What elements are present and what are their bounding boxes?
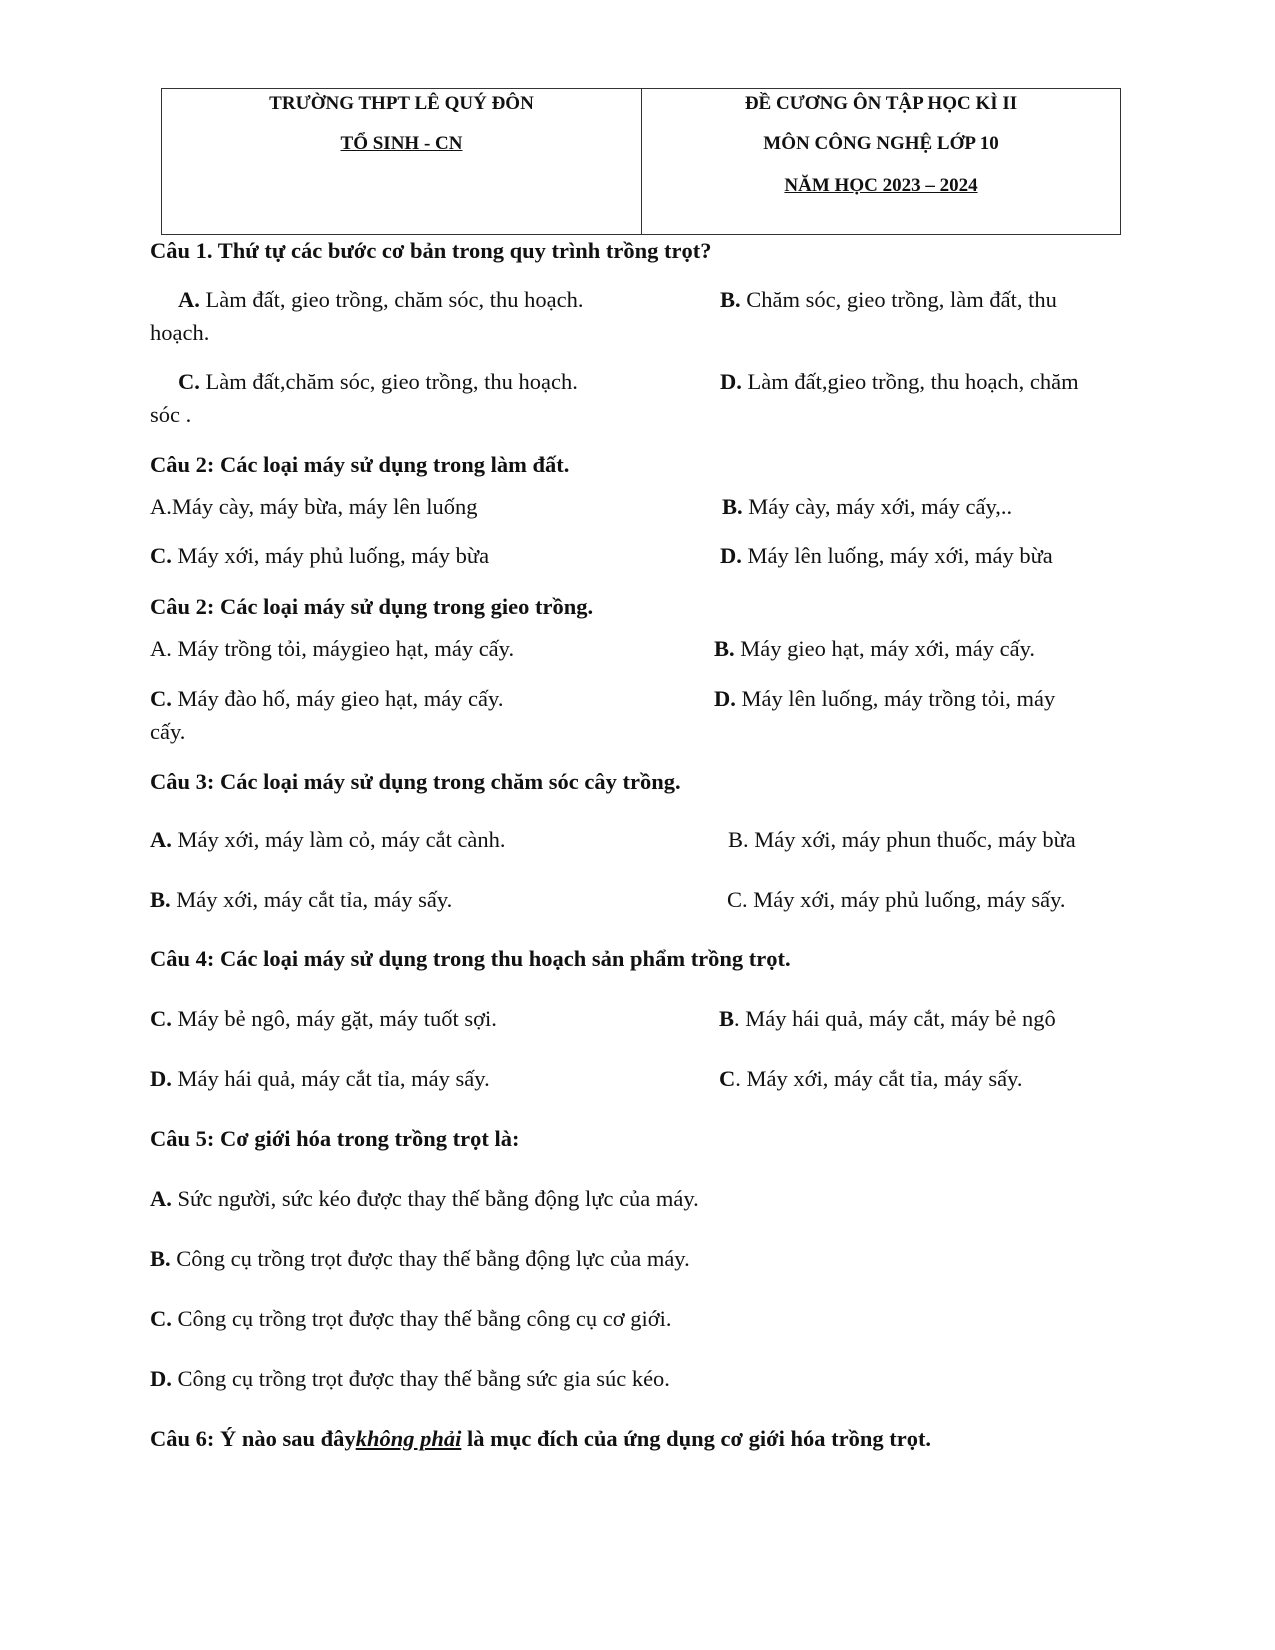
header-right-cell: [642, 89, 1120, 234]
school-name: TRƯỜNG THPT LÊ QUÝ ĐÔN: [269, 93, 534, 114]
question-2a: Câu 2: Các loại máy sử dụng trong làm đất.: [150, 452, 570, 477]
doc-subject: MÔN CÔNG NGHỆ LỚP 10: [763, 133, 999, 154]
q1-option-b-cont: hoạch.: [150, 320, 210, 345]
q5-option-a: A. Sức người, sức kéo được thay thế bằng động lực của máy.: [150, 1186, 699, 1211]
header-left-cell: [162, 89, 642, 234]
q1-option-a: A. Làm đất, gieo trồng, chăm sóc, thu hoạch.: [178, 287, 584, 312]
q4-option-c: D. Máy hái quả, máy cắt tỉa, máy sấy.: [150, 1066, 490, 1091]
q1-option-d: D. Làm đất,gieo trồng, thu hoạch, chăm: [720, 369, 1079, 394]
doc-title: ĐỀ CƯƠNG ÔN TẬP HỌC KÌ II: [744, 93, 1018, 114]
doc-year: NĂM HỌC 2023 – 2024: [784, 175, 978, 196]
q2a-option-d: D. Máy lên luống, máy xới, máy bừa: [720, 543, 1053, 568]
q2a-option-c: C. Máy xới, máy phủ luống, máy bừa: [150, 543, 490, 568]
question-2b: Câu 2: Các loại máy sử dụng trong gieo trồng.: [150, 594, 594, 619]
q1-option-b: B. Chăm sóc, gieo trồng, làm đất, thu: [720, 287, 1057, 312]
question-4: Câu 4: Các loại máy sử dụng trong thu hoạch sản phẩm trồng trọt.: [150, 946, 791, 971]
question-6: Câu 6: Ý nào sau đâykhông phải là mục đích của ứng dụng cơ giới hóa trồng trọt.: [150, 1426, 932, 1451]
question-1: Câu 1. Thứ tự các bước cơ bản trong quy trình trồng trọt?: [150, 238, 712, 263]
q2a-option-b: B. Máy cày, máy xới, máy cấy,..: [722, 494, 1013, 519]
q3-option-c: B. Máy xới, máy cắt tỉa, máy sấy.: [150, 887, 453, 912]
q3-option-d: C. Máy xới, máy phủ luống, máy sấy.: [727, 887, 1066, 912]
q2b-option-a: A. Máy trồng tỏi, máygieo hạt, máy cấy.: [150, 636, 515, 661]
question-3: Câu 3: Các loại máy sử dụng trong chăm sóc cây trồng.: [150, 769, 681, 794]
q2b-option-c: C. Máy đào hố, máy gieo hạt, máy cấy.: [150, 686, 504, 711]
q6-emphasis: không phải: [355, 1426, 462, 1451]
q4-option-b: B. Máy hái quả, máy cắt, máy bẻ ngô: [719, 1006, 1056, 1031]
header-table: [161, 88, 1121, 235]
q2b-option-b: B. Máy gieo hạt, máy xới, máy cấy.: [714, 636, 1035, 661]
q5-option-d: D. Công cụ trồng trọt được thay thế bằng sức gia súc kéo.: [150, 1366, 670, 1391]
q1-option-c: C. Làm đất,chăm sóc, gieo trồng, thu hoạch.: [178, 369, 578, 394]
q2a-option-a: A.Máy cày, máy bừa, máy lên luống: [150, 494, 478, 519]
q3-option-a: A. Máy xới, máy làm cỏ, máy cắt cành.: [150, 827, 506, 852]
department-name: TỔ SINH - CN: [340, 133, 463, 154]
q2b-option-d: D. Máy lên luống, máy trồng tỏi, máy: [714, 686, 1056, 711]
q1-option-d-cont: sóc .: [150, 402, 192, 427]
q5-option-b: B. Công cụ trồng trọt được thay thế bằng động lực của máy.: [150, 1246, 690, 1271]
q5-option-c: C. Công cụ trồng trọt được thay thế bằng công cụ cơ giới.: [150, 1306, 672, 1331]
q3-option-b: B. Máy xới, máy phun thuốc, máy bừa: [728, 827, 1076, 852]
q4-option-d: C. Máy xới, máy cắt tỉa, máy sấy.: [719, 1066, 1023, 1091]
question-5: Câu 5: Cơ giới hóa trong trồng trọt là:: [150, 1126, 520, 1151]
q4-option-a: C. Máy bẻ ngô, máy gặt, máy tuốt sợi.: [150, 1006, 497, 1031]
q2b-option-d-cont: cấy.: [150, 719, 186, 744]
